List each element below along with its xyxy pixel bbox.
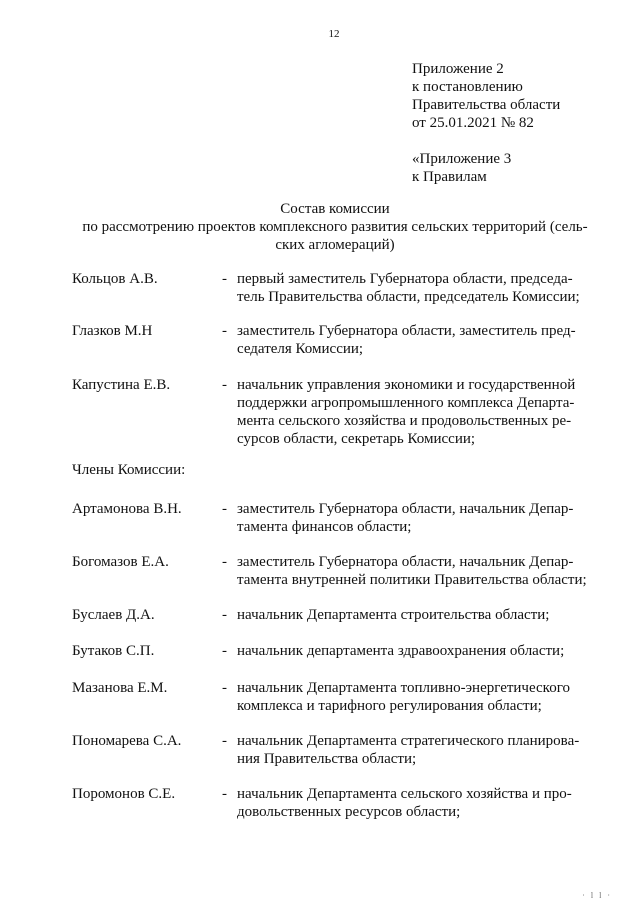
appendix-line: Правительства области — [412, 97, 561, 113]
appendix-line: от 25.01.2021 № 82 — [412, 115, 534, 131]
position-line: заместитель Губернатора области, начальник Депар- — [237, 554, 574, 570]
member-position — [237, 376, 607, 448]
member-dash: - — [222, 786, 227, 802]
member-position — [237, 606, 607, 624]
page-number: 12 — [328, 28, 340, 40]
member-dash: - — [222, 271, 227, 287]
document-title — [70, 200, 600, 254]
position-line: поддержки агропромышленного комплекса Департа- — [237, 395, 575, 411]
title-line: ских агломераций) — [275, 237, 395, 253]
position-line: заместитель Губернатора области, заместитель пред- — [237, 323, 576, 339]
position-line: начальник Департамента сельского хозяйства и про- — [237, 786, 572, 802]
member-name: Буслаев Д.А. — [72, 607, 155, 623]
position-line: заместитель Губернатора области, начальник Депар- — [237, 501, 574, 517]
member-name: Капустина Е.В. — [72, 377, 171, 393]
member-dash: - — [222, 377, 227, 393]
member-name: Пономарева С.А. — [72, 733, 182, 749]
appendix-gap — [412, 132, 612, 150]
position-line: сурсов области, секретарь Комиссии; — [237, 431, 476, 447]
corner-mark: · l l · — [582, 891, 612, 900]
member-name: Глазков М.Н — [72, 323, 153, 339]
member-name: Поромонов С.Е. — [72, 786, 176, 802]
position-line: мента сельского хозяйства и продовольственных ре- — [237, 413, 572, 429]
position-line: тель Правительства области, председатель Комиссии; — [237, 289, 580, 305]
title-line: по рассмотрению проектов комплексного развития сельских территорий (сель- — [82, 219, 588, 235]
member-name: Кольцов А.В. — [72, 271, 158, 287]
position-line: первый заместитель Губернатора области, председа- — [237, 271, 573, 287]
appendix-line: к Правилам — [412, 169, 487, 185]
member-name: Богомазов Е.А. — [72, 554, 169, 570]
member-position — [237, 500, 607, 536]
member-position — [237, 785, 607, 821]
appendix-line: к постановлению — [412, 79, 523, 95]
position-line: седателя Комиссии; — [237, 341, 364, 357]
position-line: тамента внутренней политики Правительства области; — [237, 572, 587, 588]
position-line: довольственных ресурсов области; — [237, 804, 461, 820]
title-line: Состав комиссии — [280, 201, 390, 217]
member-dash: - — [222, 501, 227, 517]
position-line: начальник Департамента стратегического планирова- — [237, 733, 580, 749]
member-position — [237, 270, 607, 306]
member-name: Мазанова Е.М. — [72, 680, 168, 696]
appendix-line: Приложение 2 — [412, 61, 504, 77]
position-line: начальник управления экономики и государственной — [237, 377, 576, 393]
member-position — [237, 679, 607, 715]
position-line: начальник Департамента строительства области; — [237, 607, 550, 623]
position-line: начальник Департамента топливно-энергетического — [237, 680, 570, 696]
position-line: тамента финансов области; — [237, 519, 412, 535]
position-line: начальник департамента здравоохранения области; — [237, 643, 565, 659]
member-dash: - — [222, 680, 227, 696]
member-position — [237, 642, 607, 660]
appendix-header — [412, 60, 612, 186]
member-dash: - — [222, 554, 227, 570]
member-dash: - — [222, 323, 227, 339]
position-line: ния Правительства области; — [237, 751, 417, 767]
member-name: Артамонова В.Н. — [72, 501, 182, 517]
member-position — [237, 732, 607, 768]
appendix-line: «Приложение 3 — [412, 151, 512, 167]
members-label: Члены Комиссии: — [72, 462, 186, 478]
member-position — [237, 553, 607, 589]
member-name: Бутаков С.П. — [72, 643, 155, 659]
member-position — [237, 322, 607, 358]
member-dash: - — [222, 607, 227, 623]
member-dash: - — [222, 733, 227, 749]
member-dash: - — [222, 643, 227, 659]
position-line: комплекса и тарифного регулирования области; — [237, 698, 542, 714]
